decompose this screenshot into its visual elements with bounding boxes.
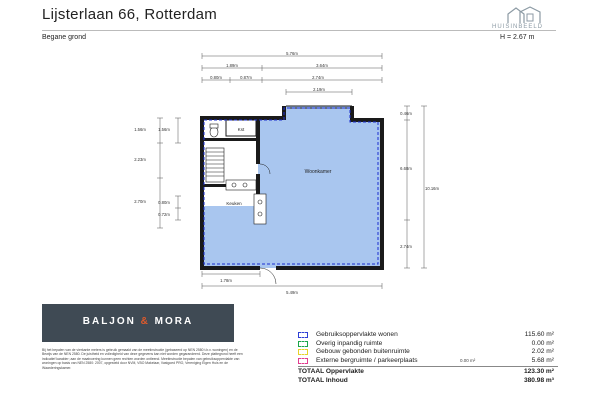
dim-left-lower: 2.70m [134,199,146,204]
legend-swatch-icon [298,332,308,338]
dim-sub-a: 0.80m [210,75,222,80]
total-area-value: 123.30 m² [523,368,554,376]
house-logo-icon [506,6,542,24]
dim-left-small-b: 0.72m [158,212,170,217]
brand-ampersand: & [140,316,150,327]
legend-value: 5.68 m² [531,356,554,364]
legend-item [298,331,558,340]
dim-left-top-a: 1.56m [134,127,146,132]
legend-swatch-icon [298,349,308,355]
area-legend [298,331,558,386]
legend-divider [298,366,558,367]
dim-left-small-a: 0.80m [158,200,170,205]
total-volume-label: TOTAAL Inhoud [298,376,348,384]
legend-total-area [298,368,558,377]
dim-sub-b: 0.87m [240,75,252,80]
legend-total-volume [298,377,558,386]
brand-name-right: MORA [154,316,194,327]
toilet [210,124,218,137]
legend-label: Gebruiksoppervlakte wonen [316,331,398,338]
dim-overall-width: 5.76m [286,51,298,56]
dim-woonkamer-depth: 6.68m [400,166,412,171]
room-label-kast: Kst [237,127,245,132]
dim-mid-span: 2.74m [312,75,324,80]
legend-extra-value: 0.00 m² [460,357,476,363]
room-label-woonkamer: Woonkamer [304,169,332,175]
dim-bay-depth: 0.46m [400,111,412,116]
legend-swatch-icon [298,358,308,364]
dim-left-part: 1.89m [226,63,238,68]
total-area-label: TOTAAL Oppervlakte [298,368,364,376]
logo-text: HUISINBEELD [492,24,544,30]
legend-swatch-icon [298,341,308,347]
brand-logo [42,316,234,327]
dim-lower-right: 2.74m [400,244,412,249]
disclaimer-text: Bij het bepalen van de vierkante meters is gebruik gemaakt van de meetinstructie (gebaseerd op NEN 2580 t.b.v. woningen) en de Bewijs van de NEN 2580. De juistheid en volledigheid van deze gegevens kan niet worden gegarandeerd. Deze plattegrond heeft een indicatief karakter; aan de maatvoering kunnen geen rechten worden ontleend. Meetinstructie bepalen van gebruiksoppervlakte van woningen op basis van NEN 2580: 2007, opgesteld door NVM, VBO Makelaar, Vastgoed PRO, Vereniging Eigen Huis en de Waarderingskamer. [42,348,243,370]
floor-label: Begane grond [42,34,86,41]
dim-total-depth: 10.16m [425,186,439,191]
dim-bay-width: 2.19m [313,87,325,92]
legend-value: 2.02 m² [531,348,554,356]
legend-label: Overig inpandig ruimte [316,339,383,347]
total-volume-value: 380.98 m³ [523,376,554,384]
ceiling-height-label: H = 2.67 m [500,34,535,41]
legend-label: Gebouw gebonden buitenruimte [316,348,410,356]
legend-label: Externe bergruimte / parkeerplaats [316,356,418,364]
legend-item [298,340,558,349]
dim-right-part: 3.64m [316,63,328,68]
legend-value: 0.00 m² [531,339,554,347]
legend-item [298,357,558,366]
brand-name-left: BALJON [82,316,136,327]
dim-left-top-b: 1.56m [158,127,170,132]
legend-item [298,348,558,357]
page-title: Lijsterlaan 66, Rotterdam [42,6,218,23]
legend-value: 115.60 m² [524,331,554,338]
room-label-keuken: Keuken [226,201,242,206]
dim-bottom-overall: 5.49m [286,290,298,295]
header-divider [42,30,556,31]
dim-left-mid: 2.23m [134,157,146,162]
dim-bottom-left: 1.78m [220,278,232,283]
floor-plan [134,48,450,304]
